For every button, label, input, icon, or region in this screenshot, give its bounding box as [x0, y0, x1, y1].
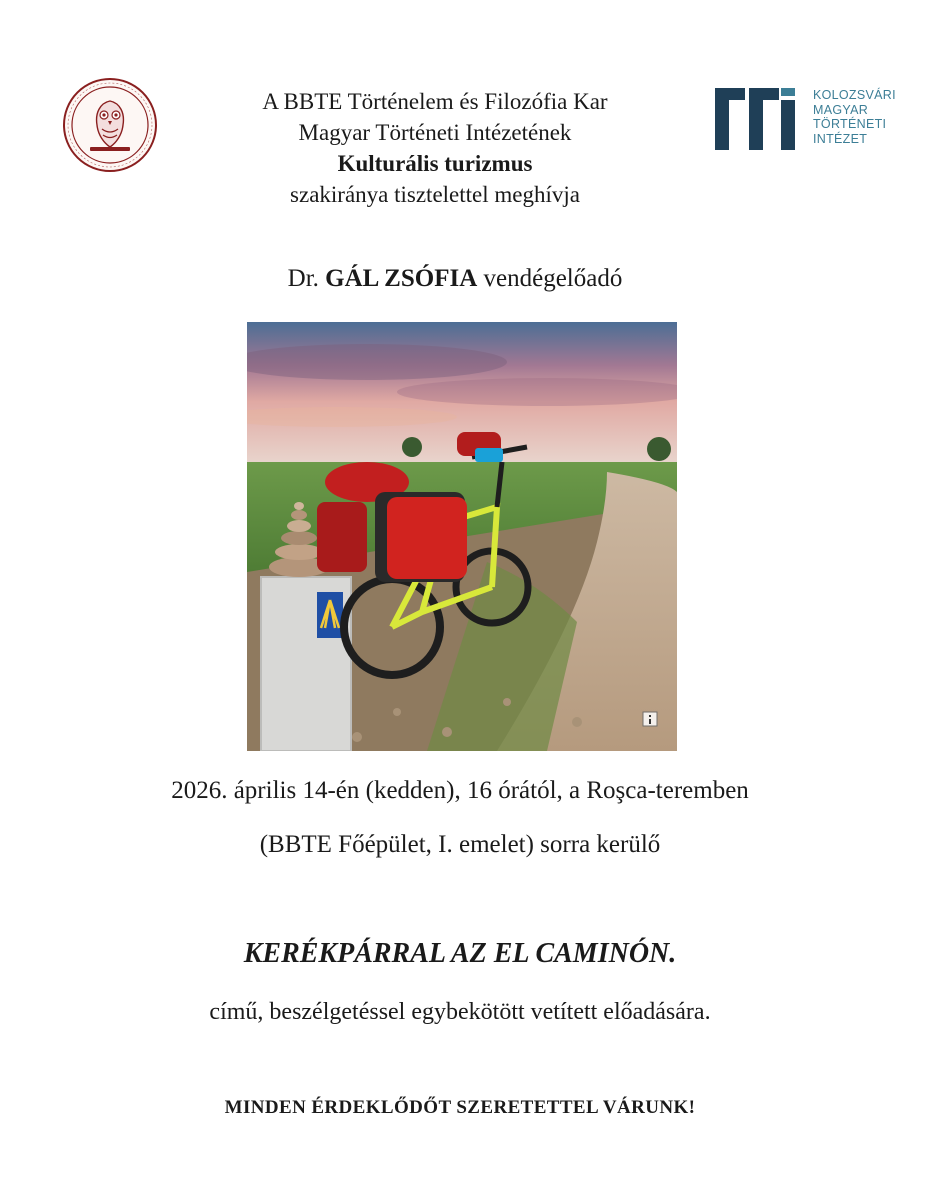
invitation-header — [180, 86, 690, 210]
institute-name — [813, 88, 896, 146]
header-line-invites: szakiránya tisztelettel meghívja — [290, 182, 580, 207]
talk-title: KERÉKPÁRRAL AZ EL CAMINÓN. — [243, 938, 677, 969]
institute-logo-mark-icon — [713, 86, 801, 152]
institute-name-line: KOLOZSVÁRI — [813, 88, 896, 102]
event-venue-line: (BBTE Főépület, I. emelet) sorra kerülő — [259, 831, 661, 858]
institute-logo — [713, 86, 913, 152]
header-line-program: Kulturális turizmus — [337, 151, 533, 176]
bicycle-photo-illustration — [247, 322, 677, 751]
header-line-faculty: A BBTE Történelem és Filozófia Kar — [262, 89, 608, 114]
speaker-role: vendégelőadó — [483, 265, 623, 292]
institute-name-line: INTÉZET — [813, 131, 868, 146]
institute-name-line: TÖRTÉNETI — [813, 117, 887, 131]
university-seal-logo — [62, 77, 158, 173]
header-line-institute: Magyar Történeti Intézetének — [298, 120, 572, 145]
event-date-line: 2026. április 14-én (kedden), 16 órától, a Roşca-teremben — [171, 777, 749, 804]
speaker-name: GÁL ZSÓFIA — [325, 265, 478, 292]
closing-welcome: MINDEN ÉRDEKLŐDŐT SZERETETTEL VÁRUNK! — [224, 1097, 696, 1118]
university-seal-icon — [62, 77, 158, 173]
speaker-prefix: Dr. — [287, 265, 319, 292]
speaker-line — [150, 262, 760, 296]
talk-description: című, beszélgetéssel egybekötött vetített előadására. — [209, 999, 711, 1025]
institute-name-line: MAGYAR — [813, 102, 869, 117]
event-photo — [247, 322, 677, 751]
